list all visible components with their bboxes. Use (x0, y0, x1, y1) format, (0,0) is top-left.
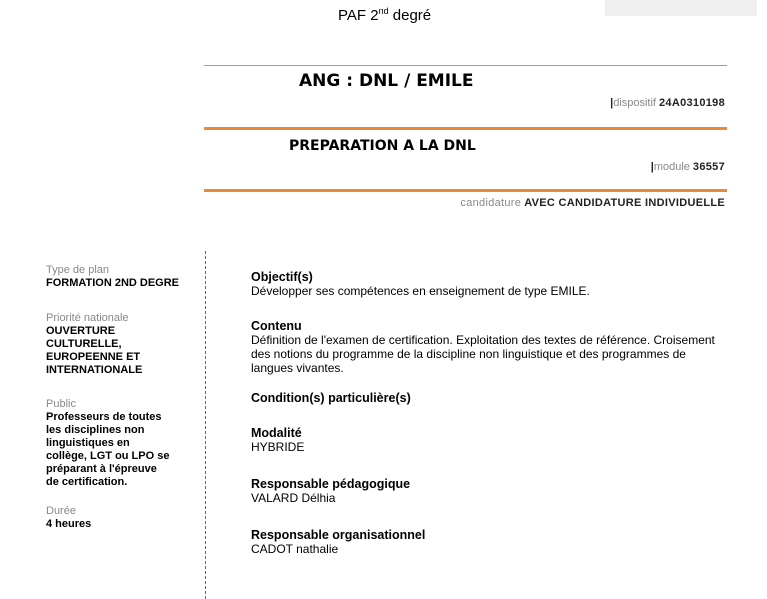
dispositif-code: 24A0310198 (658, 97, 725, 109)
resp-orga-heading: Responsable organisationnel (251, 528, 426, 542)
priorite-value: OUVERTURE CULTURELLE, EUROPEENNE ET INTERNATIONALE (46, 325, 143, 376)
duree-label: Durée (46, 505, 76, 517)
paf-suffix: degré (388, 7, 432, 24)
candidature-value: AVEC CANDIDATURE INDIVIDUELLE (524, 197, 725, 209)
type-plan-value: FORMATION 2ND DEGRE (46, 277, 180, 289)
resp-orga-text: CADOT nathalie (251, 542, 339, 556)
public-label: Public (46, 398, 76, 410)
candidature-label: candidature (460, 197, 522, 209)
section-resp-pedago (251, 477, 721, 505)
divider (204, 65, 727, 66)
objectifs-text: Développer ses compétences en enseignement de type EMILE. (251, 284, 590, 298)
dispositif-ref: |dispositif 24A0310198 (610, 97, 725, 109)
priorite-label: Priorité nationale (46, 312, 129, 324)
type-plan-label: Type de plan (46, 264, 109, 276)
main-content (251, 270, 721, 577)
duree-value: 4 heures (46, 518, 92, 530)
modalite-heading: Modalité (251, 426, 302, 440)
paf-prefix: PAF 2 (338, 7, 379, 24)
modalite-text: HYBRIDE (251, 440, 305, 454)
resp-pedago-text: VALARD Délhia (251, 491, 336, 505)
header-grey-box (605, 0, 757, 16)
public-value: Professeurs de toutes les disciplines non linguistiques en collège, LGT ou LPO se préparant à l'épreuve de certification. (46, 411, 170, 488)
section-resp-orga (251, 528, 721, 556)
contenu-text: Définition de l'examen de certification. Exploitation des textes de référence. Croisement des notions du programme de la discipline non linguistique et des programmes de langues vivantes. (251, 333, 715, 375)
module-label: module (653, 161, 690, 173)
dispositif-label: dispositif (613, 97, 656, 109)
section-modalite (251, 426, 721, 454)
resp-pedago-heading: Responsable pédagogique (251, 477, 411, 491)
candidature-ref (460, 197, 725, 209)
module-ref: |module 36557 (650, 161, 725, 173)
column-separator (205, 251, 206, 599)
objectifs-heading: Objectif(s) (251, 270, 313, 284)
page-header (338, 6, 431, 24)
sidebar (46, 264, 186, 531)
divider (204, 189, 727, 192)
section-conditions (251, 391, 721, 405)
contenu-heading: Contenu (251, 319, 302, 333)
section-contenu (251, 319, 721, 375)
paf-superscript: nd (378, 6, 389, 16)
conditions-heading: Condition(s) particulière(s) (251, 391, 411, 405)
divider (204, 127, 727, 130)
section-objectifs (251, 270, 721, 298)
module-title: PREPARATION A LA DNL (289, 138, 476, 154)
module-code: 36557 (692, 161, 725, 173)
dispositif-title: ANG : DNL / EMILE (299, 71, 474, 91)
